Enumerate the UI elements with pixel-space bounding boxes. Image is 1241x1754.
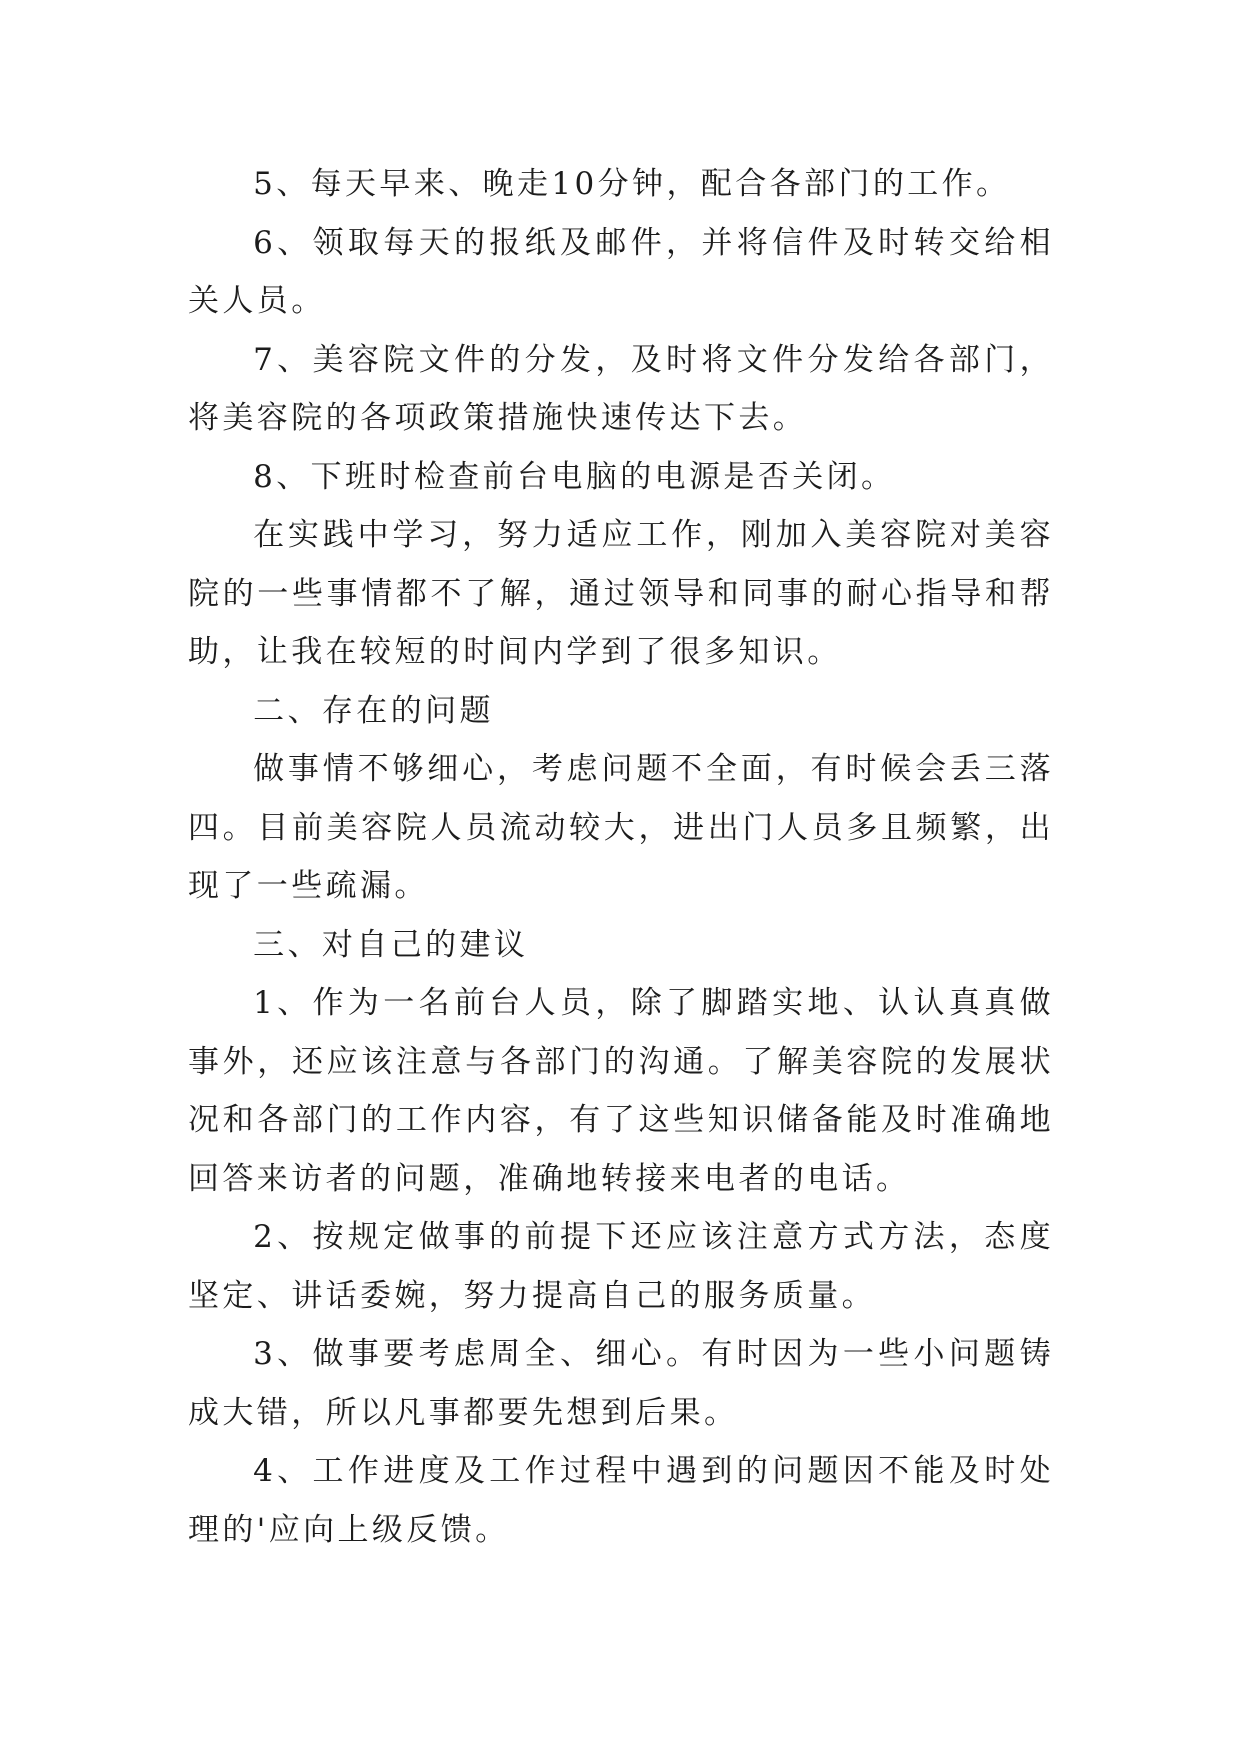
section-heading-suggestions: 三、对自己的建议 [253, 926, 529, 963]
paragraph-suggestion-1: 1、作为一名前台人员，除了脚踏实地、认认真真做事外，还应该注意与各部门的沟通。了解美容院的发展状况和各部门的工作内容，有了这些知识储备能及时准确地回答来访者的问题，准确地转接来电者的电话。 [188, 985, 1054, 1197]
document-body [188, 155, 1054, 1559]
paragraph-learning: 在实践中学习，努力适应工作，刚加入美容院对美容院的一些事情都不了解，通过领导和同事的耐心指导和帮助，让我在较短的时间内学到了很多知识。 [188, 517, 1054, 670]
paragraph-duty-8: 8、下班时检查前台电脑的电源是否关闭。 [253, 458, 896, 495]
paragraph-problems: 做事情不够细心，考虑问题不全面，有时候会丢三落四。目前美容院人员流动较大，进出门人员多且频繁，出现了一些疏漏。 [188, 751, 1054, 904]
paragraph-duty-7: 7、美容院文件的分发，及时将文件分发给各部门，将美容院的各项政策措施快速传达下去。 [188, 341, 1054, 436]
paragraph-duty-6: 6、领取每天的报纸及邮件，并将信件及时转交给相关人员。 [188, 224, 1054, 319]
section-heading-problems: 二、存在的问题 [253, 692, 494, 729]
paragraph-suggestion-4: 4、工作进度及工作过程中遇到的问题因不能及时处理的'应向上级反馈。 [188, 1453, 1054, 1548]
paragraph-suggestion-3: 3、做事要考虑周全、细心。有时因为一些小问题铸成大错，所以凡事都要先想到后果。 [188, 1336, 1054, 1431]
paragraph-suggestion-2: 2、按规定做事的前提下还应该注意方式方法，态度坚定、讲话委婉，努力提高自己的服务质量。 [188, 1219, 1054, 1314]
paragraph-duty-5: 5、每天早来、晚走10分钟，配合各部门的工作。 [253, 166, 1011, 202]
